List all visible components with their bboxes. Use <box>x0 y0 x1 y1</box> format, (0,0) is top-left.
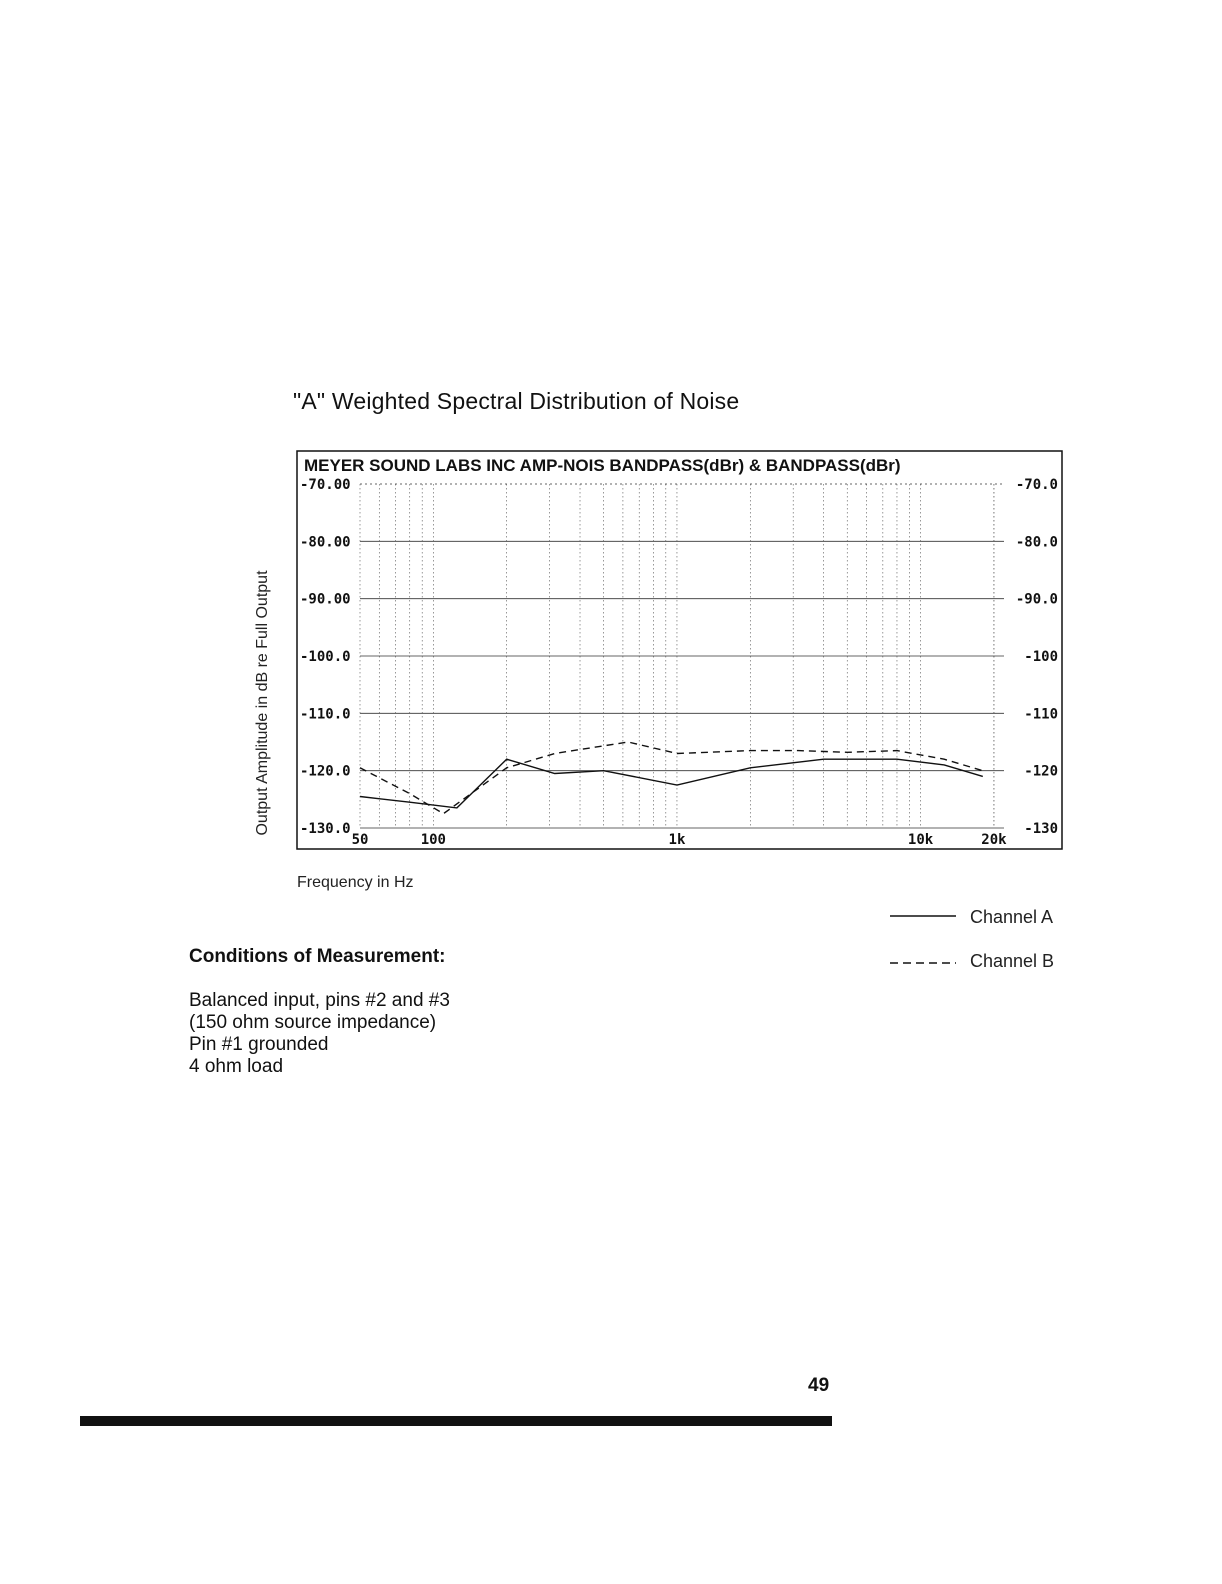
conditions-heading: Conditions of Measurement: <box>189 946 446 967</box>
y-tick-label-right: -70.0 <box>1015 477 1058 493</box>
x-tick-label: 10k <box>907 832 934 848</box>
y-axis-label: Output Amplitude in dB re Full Output <box>254 570 271 836</box>
y-tick-label-right: -90.0 <box>1015 591 1058 608</box>
condition-line: 4 ohm load <box>189 1056 284 1077</box>
y-tick-label-left: -100.0 <box>300 649 351 665</box>
y-tick-label-right: -120 <box>1024 763 1058 780</box>
x-tick-label: 100 <box>420 832 446 848</box>
condition-line: (150 ohm source impedance) <box>189 1012 437 1033</box>
y-tick-label-left: -110.0 <box>300 706 351 723</box>
y-tick-label-left: -120.0 <box>300 763 351 780</box>
solid-line-swatch-icon <box>890 907 960 931</box>
x-axis-label: Frequency in Hz <box>297 874 414 891</box>
chart-title: MEYER SOUND LABS INC AMP-NOIS BANDPASS(dBr) & BANDPASS(dBr) <box>304 456 901 475</box>
condition-line: Pin #1 grounded <box>189 1034 329 1055</box>
y-tick-label-right: -100 <box>1024 649 1058 665</box>
chart-frame <box>297 451 1062 849</box>
conditions-list <box>189 990 450 1078</box>
legend-label-channel-b: Channel B <box>970 951 1055 971</box>
x-tick-label: 50 <box>351 832 369 848</box>
y-tick-label-left: -70.00 <box>300 477 351 493</box>
noise-spectrum-chart <box>296 450 1064 852</box>
dashed-line-swatch-icon <box>890 951 960 975</box>
condition-line: Balanced input, pins #2 and #3 <box>189 990 450 1011</box>
x-tick-label: 1k <box>668 832 686 848</box>
page-number: 49 <box>808 1375 830 1396</box>
y-tick-label-left: -130.0 <box>300 821 351 837</box>
page-title: "A" Weighted Spectral Distribution of Noise <box>293 388 740 414</box>
legend-label-channel-a: Channel A <box>970 907 1054 927</box>
y-tick-label-left: -80.00 <box>300 534 351 551</box>
y-tick-label-right: -130 <box>1024 821 1058 837</box>
y-tick-label-right: -80.0 <box>1015 534 1058 551</box>
y-tick-label-right: -110 <box>1024 706 1058 723</box>
y-tick-label-left: -90.00 <box>300 591 351 608</box>
x-tick-label: 20k <box>981 832 1007 848</box>
footer-rule <box>80 1416 832 1426</box>
